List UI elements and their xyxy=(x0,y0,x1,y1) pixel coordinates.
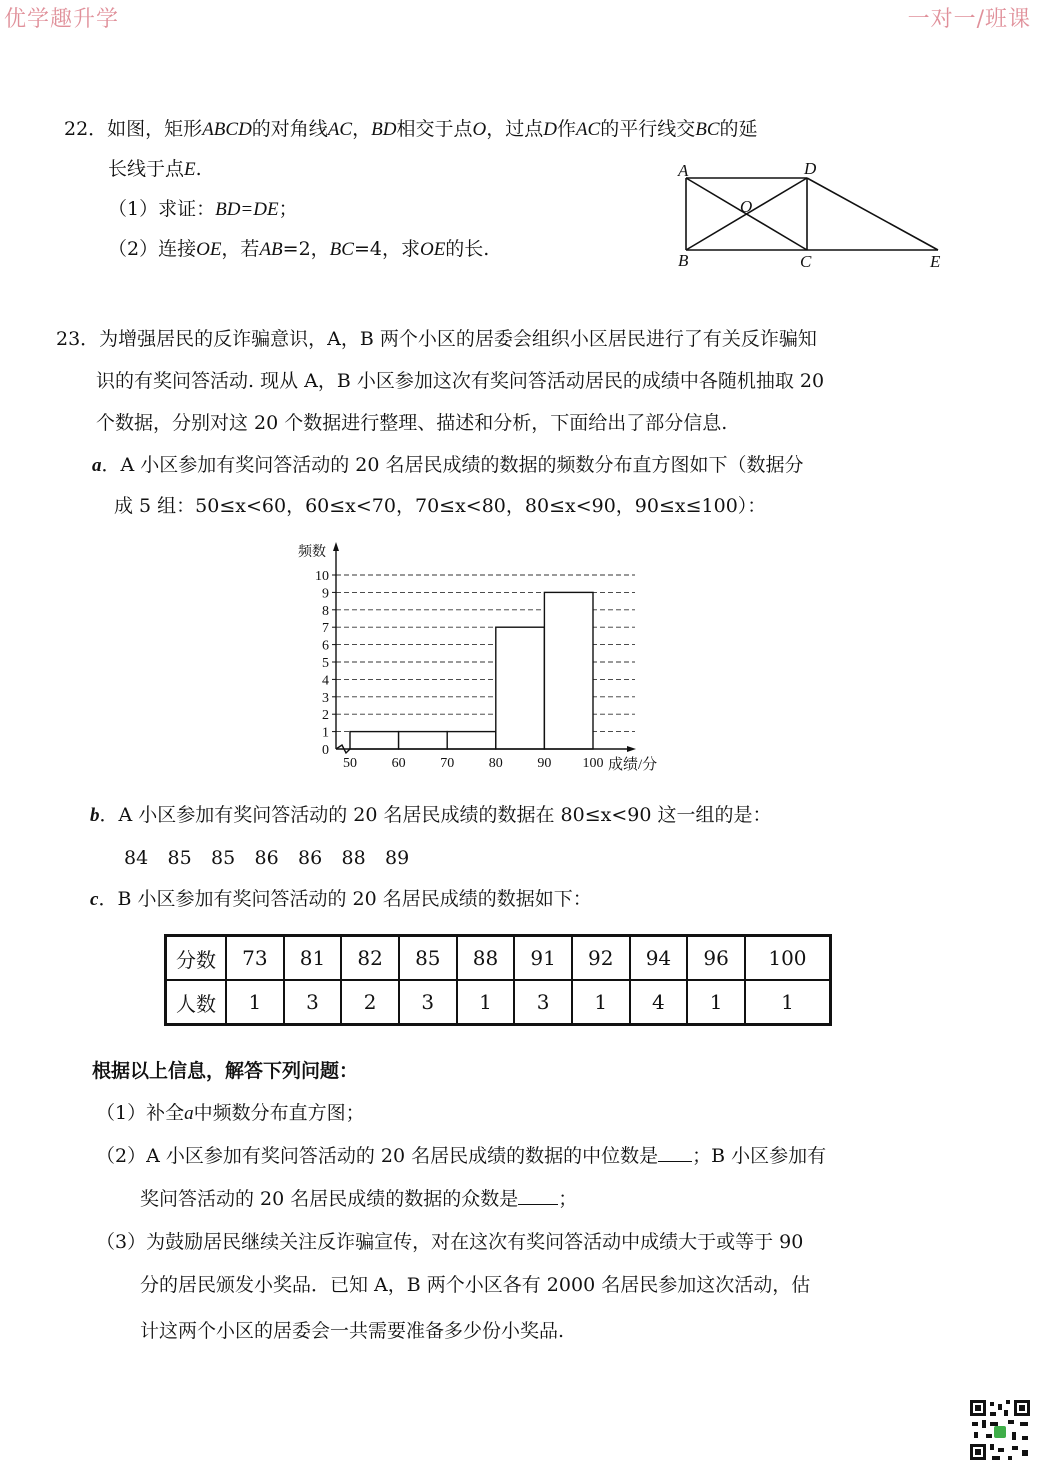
q22-line2 xyxy=(108,156,202,183)
x-tick-label: 80 xyxy=(488,756,503,771)
b-value: 85 xyxy=(211,847,236,869)
q22-figure xyxy=(670,156,960,276)
count-cell: 3 xyxy=(284,980,342,1025)
edge-de xyxy=(807,178,938,250)
x-tick-label: 70 xyxy=(440,756,455,771)
q23-part2-line1 xyxy=(96,1143,826,1169)
q22-ac: AC xyxy=(327,119,353,140)
answer-blank-mode[interactable] xyxy=(518,1186,558,1205)
q23-text: ；B 小区参加有 xyxy=(692,1145,827,1167)
count-cell: 4 xyxy=(630,980,688,1025)
q22-line1 xyxy=(64,116,758,143)
q22-ab: AB xyxy=(259,239,283,260)
label-b: B xyxy=(678,251,689,270)
q23-part3-line3: 计这两个小区的居委会一共需要准备多少份小奖品. xyxy=(140,1320,565,1342)
b-value: 86 xyxy=(298,847,323,869)
q22-text: 22．如图，矩形 xyxy=(64,118,203,140)
b-value: 89 xyxy=(385,847,410,869)
histogram-bar xyxy=(496,627,545,749)
count-cell: 1 xyxy=(572,980,630,1025)
score-cell: 88 xyxy=(457,936,515,981)
qr-code-icon xyxy=(968,1398,1032,1462)
count-cell: 1 xyxy=(457,980,515,1025)
q23-part1 xyxy=(96,1100,365,1127)
q23-text: 中频数分布直方图； xyxy=(193,1102,365,1124)
q22-bd: BD xyxy=(371,119,397,140)
header-right-brand: 一对一/班课 xyxy=(907,7,1031,32)
score-cell: 92 xyxy=(572,936,630,981)
q23-a-text: ．A 小区参加有奖问答活动的 20 名居民成绩的数据的频数分布直方图如下（数据分 xyxy=(101,454,804,476)
q23-intro-1: 23．为增强居民的反诈骗意识，A，B 两个小区的居委会组织小区居民进行了有关反诈骗知 xyxy=(56,328,817,350)
score-cell: 94 xyxy=(630,936,688,981)
b-value: 84 xyxy=(124,847,149,869)
q23-b-values xyxy=(124,845,429,871)
q23-text: （2）A 小区参加有奖问答活动的 20 名居民成绩的数据的中位数是 xyxy=(96,1145,659,1167)
answer-blank-median[interactable] xyxy=(658,1143,692,1162)
q23-part3-line2: 分的居民颁发小奖品．已知 A，B 两个小区各有 2000 名居民参加这次活动，估 xyxy=(140,1274,811,1296)
y-tick-label: 6 xyxy=(322,638,329,654)
q22-bc: BC xyxy=(695,119,720,140)
label-e: E xyxy=(930,252,941,271)
count-cell: 3 xyxy=(399,980,457,1025)
q22-abcd: ABCD xyxy=(202,119,252,140)
q22-text: ，若 xyxy=(221,238,260,260)
q23-var-a: a xyxy=(184,1103,194,1124)
q22-d: D xyxy=(543,119,557,140)
label-a: A xyxy=(678,161,689,180)
q22-part1 xyxy=(108,196,298,223)
histogram-bar xyxy=(350,732,399,749)
q23-prompt: 根据以上信息，解答下列问题： xyxy=(92,1060,359,1082)
score-cell: 82 xyxy=(341,936,399,981)
count-cell: 2 xyxy=(341,980,399,1025)
y-tick-label: 2 xyxy=(322,708,329,724)
histogram-bar xyxy=(544,592,593,749)
x-tick-label: 90 xyxy=(537,756,552,771)
score-cell: 100 xyxy=(745,936,831,981)
b-value: 86 xyxy=(254,847,279,869)
score-cell: 91 xyxy=(514,936,572,981)
score-cell: 81 xyxy=(284,936,342,981)
histogram-bar xyxy=(447,732,496,749)
q23-a-label: a xyxy=(92,455,102,476)
q22-text: ，过点 xyxy=(486,118,544,140)
q22-text: 的长. xyxy=(445,238,490,260)
q22-ac: AC xyxy=(575,119,601,140)
y-axis-arrow xyxy=(333,542,339,551)
table-header-cell: 人数 xyxy=(166,980,227,1025)
q22-e: E xyxy=(184,159,196,180)
x-tick-label: 50 xyxy=(343,756,357,771)
q22-text: 的延 xyxy=(719,118,758,140)
y-tick-label: 10 xyxy=(315,569,329,584)
q22-expr: BD=DE xyxy=(215,199,279,220)
q23-c-text: ．B 小区参加有奖问答活动的 20 名居民成绩的数据如下： xyxy=(98,888,592,910)
b-value: 85 xyxy=(167,847,192,869)
q22-text: 作 xyxy=(556,118,576,140)
q23-text: （1）补全 xyxy=(96,1102,185,1124)
q23-part3-line1: （3）为鼓励居民继续关注反诈骗宣传，对在这次有奖问答活动中成绩大于或等于 90 xyxy=(96,1231,804,1253)
q22-oe: OE xyxy=(419,239,446,260)
q23-c-line xyxy=(90,886,592,913)
q22-text: 的平行线交 xyxy=(600,118,696,140)
score-cell: 85 xyxy=(399,936,457,981)
q23-a-groups: 成 5 组：50≤x<60，60≤x<70，70≤x<80，80≤x<90，90≤x≤100）： xyxy=(114,495,767,517)
score-cell: 73 xyxy=(226,936,284,981)
table-header-cell: 分数 xyxy=(166,936,227,981)
q22-part2 xyxy=(108,236,489,263)
x-tick-label: 100 xyxy=(582,756,604,771)
count-cell: 3 xyxy=(514,980,572,1025)
label-c: C xyxy=(800,252,812,271)
q23-b-line xyxy=(90,802,772,829)
q22-text: ， xyxy=(352,118,372,140)
q22-text: （1）求证： xyxy=(108,198,216,220)
q23-c-label: c xyxy=(90,889,99,910)
q23-b-label: b xyxy=(90,805,100,826)
b-score-table xyxy=(164,934,832,1026)
header-left-brand: 优学趣升学 xyxy=(4,7,120,32)
x-tick-label: 60 xyxy=(391,756,406,771)
q23-text: 奖问答活动的 20 名居民成绩的数据的众数是 xyxy=(140,1188,519,1210)
q22-bc: BC xyxy=(329,239,354,260)
table-row-scores xyxy=(166,936,831,981)
q23-text: ； xyxy=(558,1188,578,1210)
histogram xyxy=(290,536,690,776)
q22-text: 长线于点 xyxy=(108,158,185,180)
q23-b-text: ．A 小区参加有奖问答活动的 20 名居民成绩的数据在 80≤x<90 这一组的是： xyxy=(99,804,772,826)
q22-oe: OE xyxy=(196,239,222,260)
count-cell: 1 xyxy=(687,980,745,1025)
label-d: D xyxy=(804,159,817,178)
y-tick-label: 5 xyxy=(322,656,329,671)
count-cell: 1 xyxy=(745,980,831,1025)
q23-intro-3: 个数据，分别对这 20 个数据进行整理、描述和分析，下面给出了部分信息. xyxy=(96,412,728,434)
q22-text: 的对角线 xyxy=(251,118,328,140)
y-tick-label: 7 xyxy=(322,621,329,637)
q23-part2-line2 xyxy=(140,1186,577,1212)
q22-text: ； xyxy=(278,198,298,220)
q22-text: =4，求 xyxy=(353,238,420,260)
x-axis-label: 成绩/分 xyxy=(608,757,658,773)
q22-text: . xyxy=(195,158,202,180)
histogram-bar xyxy=(399,732,448,749)
y-tick-label: 9 xyxy=(322,586,329,602)
q22-text: 相交于点 xyxy=(396,118,473,140)
y-tick-label: 3 xyxy=(322,690,329,706)
y-tick-label: 8 xyxy=(322,603,329,619)
y-tick-label: 4 xyxy=(322,673,329,689)
b-value: 88 xyxy=(341,847,366,869)
q23-intro-2: 识的有奖问答活动. 现从 A，B 小区参加这次有奖问答活动居民的成绩中各随机抽取 20 xyxy=(96,370,825,392)
table-row-counts xyxy=(166,980,831,1025)
y-tick-label: 1 xyxy=(322,725,329,741)
y-axis-label: 频数 xyxy=(298,545,326,560)
y-tick-label: 0 xyxy=(322,743,329,758)
count-cell: 1 xyxy=(226,980,284,1025)
q22-text: （2）连接 xyxy=(108,238,197,260)
q22-o: O xyxy=(472,119,487,140)
q23-a-line xyxy=(92,452,804,479)
label-o: O xyxy=(740,197,753,216)
q22-text: =2， xyxy=(282,238,330,260)
x-axis-arrow xyxy=(627,746,636,752)
score-cell: 96 xyxy=(687,936,745,981)
